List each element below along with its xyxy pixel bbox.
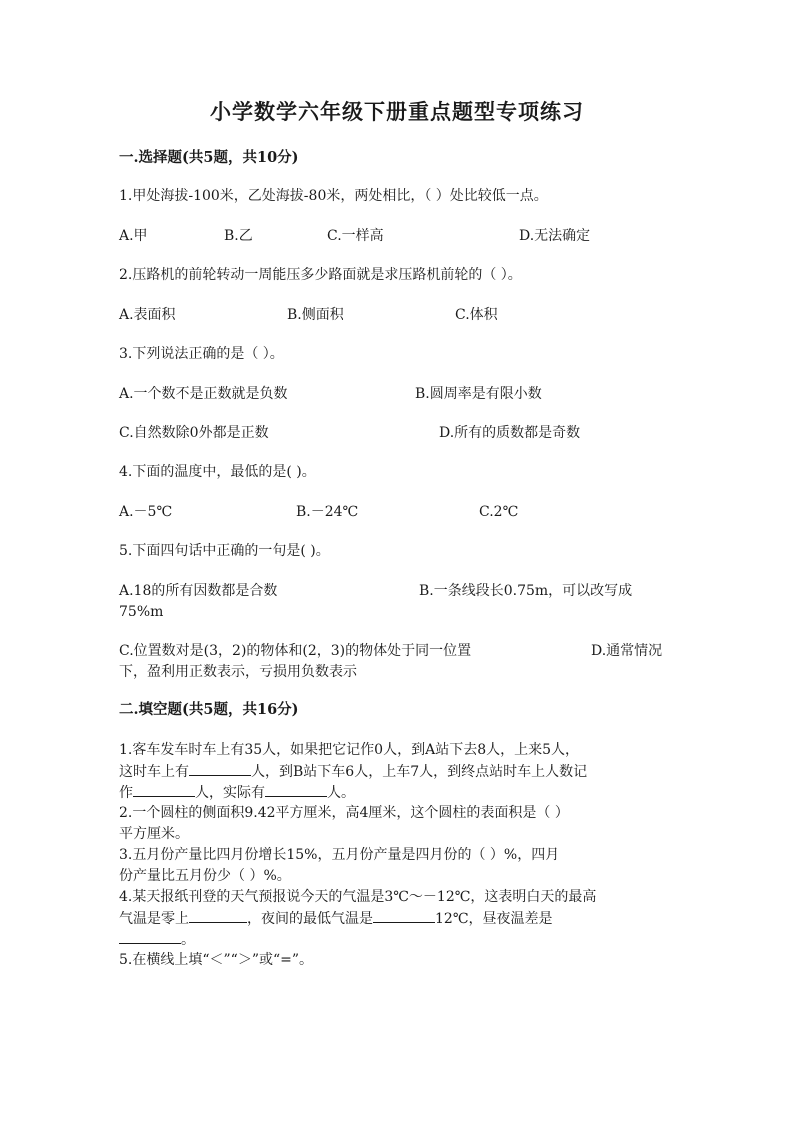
question-5-text: 5.下面四句话中正确的一句是( )。 [119, 543, 330, 559]
q5-option-b-cont: 75%m [119, 604, 164, 620]
fill-q1-line2 [119, 761, 587, 782]
fill-q4-text-b: ，夜间的最低气温是 [247, 911, 373, 927]
q1-option-d: D.无法确定 [519, 228, 591, 244]
q2-option-c: C.体积 [455, 307, 498, 323]
q2-option-a: A.表面积 [119, 307, 176, 323]
question-3-text: 3.下列说法正确的是（ ）。 [119, 346, 284, 362]
fill-q3-line2: 份产量比五月份少（ ）%。 [119, 868, 291, 884]
fill-q1-text-b: 人，到B站下车6人，上车7人，到终点站时车上人数记 [251, 764, 588, 780]
q3-option-c: C.自然数除0外都是正数 [119, 425, 269, 441]
answer-blank[interactable] [119, 929, 181, 944]
answer-blank[interactable] [373, 908, 435, 923]
fill-q4-line1: 4.某天报纸刊登的天气预报说今天的气温是3℃～－12℃，这表明白天的最高 [119, 889, 597, 905]
q1-option-b: B.乙 [224, 228, 253, 244]
answer-blank[interactable] [133, 782, 195, 797]
fill-q1-text-c: 作 [119, 785, 133, 801]
fill-q3-line1: 3.五月份产量比四月份增长15%，五月份产量是四月份的（ ）%，四月 [119, 847, 560, 863]
q3-option-a: A.一个数不是正数就是负数 [119, 386, 288, 402]
answer-blank[interactable] [189, 908, 247, 923]
section-heading-choice: 一.选择题(共5题，共10分) [119, 149, 299, 166]
q3-option-b: B.圆周率是有限小数 [415, 386, 542, 402]
q1-option-a: A.甲 [119, 228, 148, 244]
fill-q4-text-a: 气温是零上 [119, 911, 189, 927]
question-2-text: 2.压路机的前轮转动一周能压多少路面就是求压路机前轮的（ ）。 [119, 267, 522, 283]
fill-q2-line2: 平方厘米。 [119, 826, 189, 842]
q4-option-c: C.2℃ [479, 504, 519, 520]
q5-option-a: A.18的所有因数都是合数 [119, 583, 278, 599]
q4-option-a: A.－5℃ [119, 504, 173, 520]
fill-q5-line1: 5.在横线上填“＜”“＞”或“=”。 [119, 952, 314, 968]
page-title: 小学数学六年级下册重点题型专项练习 [210, 99, 584, 124]
fill-q4-text-d: 。 [181, 932, 195, 948]
question-4-text: 4.下面的温度中，最低的是( )。 [119, 464, 316, 480]
q5-option-c: C.位置数对是(3，2)的物体和(2，3)的物体处于同一位置 [119, 643, 472, 659]
section-heading-fill: 二.填空题(共5题，共16分) [119, 701, 299, 718]
fill-q4-line3 [119, 929, 195, 950]
question-1-text: 1.甲处海拔-100米，乙处海拔-80米，两处相比，（ ）处比较低一点。 [119, 188, 548, 204]
q2-option-b: B.侧面积 [287, 307, 344, 323]
fill-q2-line1: 2.一个圆柱的侧面积9.42平方厘米，高4厘米，这个圆柱的表面积是（ ） [119, 805, 569, 821]
fill-q1-line1: 1.客车发车时车上有35人，如果把它记作0人，到A站下去8人，上来5人， [119, 742, 580, 758]
q5-option-d-cont: 下，盈利用正数表示，亏损用负数表示 [119, 664, 357, 680]
q4-option-b: B.－24℃ [296, 504, 359, 520]
fill-q1-text-d: 人，实际有 [195, 785, 265, 801]
fill-q1-text-a: 这时车上有 [119, 764, 189, 780]
fill-q4-line2 [119, 908, 552, 929]
fill-q1-text-e: 人。 [327, 785, 355, 801]
q3-option-d: D.所有的质数都是奇数 [439, 425, 581, 441]
q1-option-c: C.一样高 [327, 228, 384, 244]
answer-blank[interactable] [265, 782, 327, 797]
q5-option-b: B.一条线段长0.75m，可以改写成 [419, 583, 633, 599]
fill-q1-line3 [119, 782, 355, 803]
fill-q4-text-c: 12℃，昼夜温差是 [435, 911, 553, 927]
q5-option-d: D.通常情况 [591, 643, 663, 659]
answer-blank[interactable] [189, 761, 251, 776]
